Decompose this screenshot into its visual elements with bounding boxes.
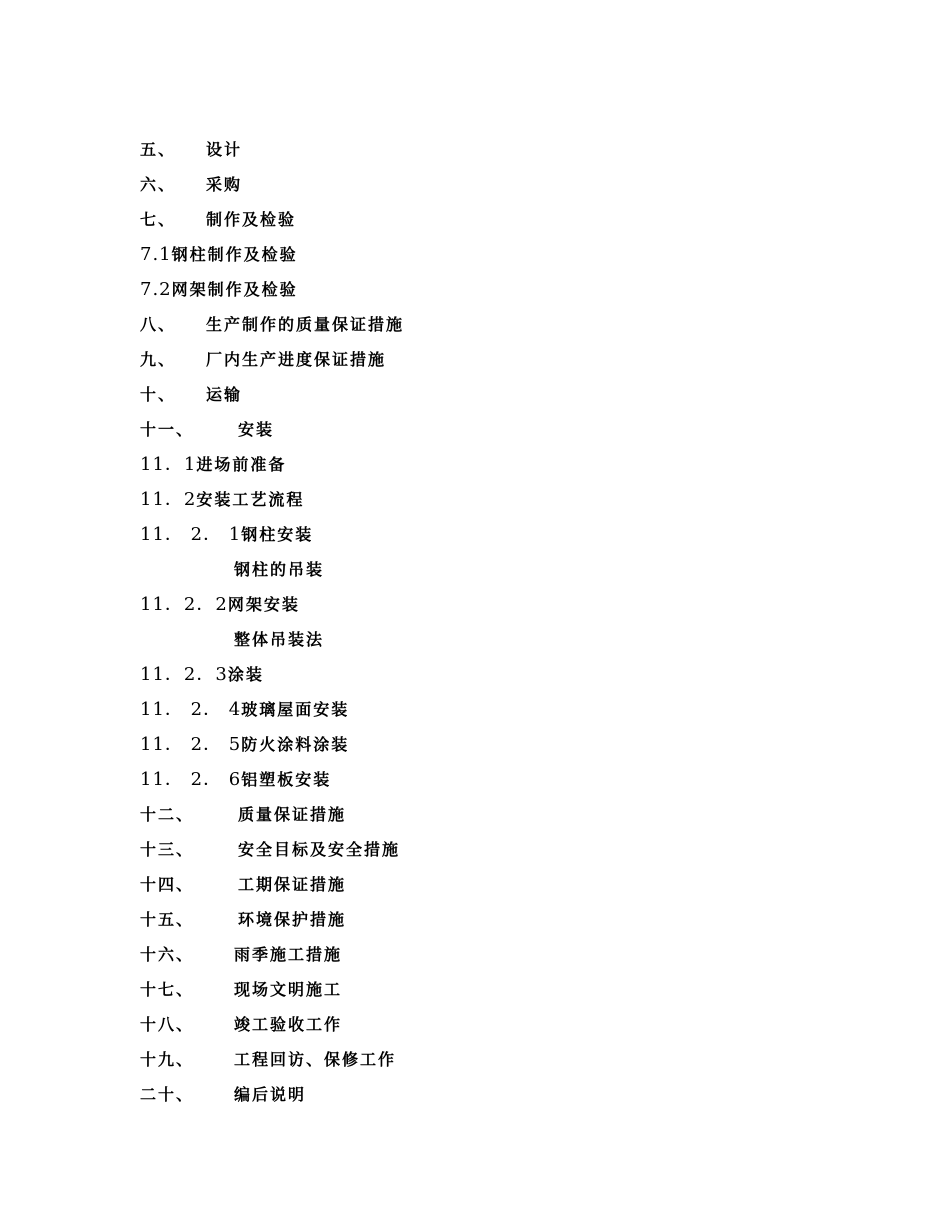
toc-title: 雨季施工措施 [234, 945, 343, 964]
toc-item [140, 208, 840, 243]
toc-subitem [140, 558, 840, 593]
toc-number: 十一、 [140, 420, 195, 439]
toc-number: 十六、 [140, 945, 195, 964]
toc-title: 钢柱制作及检验 [171, 245, 298, 264]
table-of-contents [140, 138, 840, 1118]
toc-number: 十、 [140, 385, 177, 404]
toc-number: 十二、 [140, 805, 195, 824]
toc-item [140, 453, 840, 488]
toc-item [140, 348, 840, 383]
toc-item [140, 523, 840, 558]
toc-item [140, 698, 840, 733]
toc-item [140, 243, 840, 278]
toc-title: 安装工艺流程 [196, 490, 305, 509]
toc-title: 钢柱的吊装 [234, 560, 325, 579]
toc-title: 安全目标及安全措施 [238, 840, 401, 859]
toc-title: 编后说明 [234, 1085, 307, 1104]
toc-item [140, 943, 840, 978]
toc-title: 竣工验收工作 [234, 1015, 343, 1034]
toc-item [140, 768, 840, 803]
toc-subitem [140, 628, 840, 663]
toc-title: 网架安装 [227, 595, 300, 614]
toc-title: 网架制作及检验 [171, 280, 298, 299]
toc-number: 11．1 [140, 454, 197, 475]
toc-title: 生产制作的质量保证措施 [206, 315, 405, 334]
toc-item [140, 593, 840, 628]
toc-number: 十九、 [140, 1050, 195, 1069]
toc-number: 11． 2． 6 [140, 769, 242, 790]
toc-item [140, 978, 840, 1013]
toc-number: 六、 [140, 175, 177, 194]
toc-number: 二十、 [140, 1085, 195, 1104]
toc-number: 八、 [140, 315, 177, 334]
toc-number: 11． 2． 4 [140, 699, 242, 720]
toc-title: 质量保证措施 [238, 805, 347, 824]
toc-number: 7.2 [140, 279, 172, 300]
toc-number: 十五、 [140, 910, 195, 929]
toc-number: 十四、 [140, 875, 195, 894]
toc-number: 十七、 [140, 980, 195, 999]
toc-item [140, 173, 840, 208]
toc-item [140, 838, 840, 873]
toc-item [140, 418, 840, 453]
toc-title: 工程回访、保修工作 [234, 1050, 397, 1069]
toc-title: 采购 [206, 175, 243, 194]
toc-number: 七、 [140, 210, 177, 229]
toc-number: 11． 2． 1 [140, 524, 242, 545]
toc-title: 安装 [238, 420, 275, 439]
toc-item [140, 138, 840, 173]
toc-item [140, 1048, 840, 1083]
toc-item [140, 278, 840, 313]
toc-item [140, 313, 840, 348]
toc-item [140, 733, 840, 768]
toc-title: 钢柱安装 [241, 525, 314, 544]
toc-number: 九、 [140, 350, 177, 369]
toc-number: 11．2 [140, 489, 197, 510]
toc-title: 涂装 [227, 665, 264, 684]
toc-number: 11．2．3 [140, 664, 228, 685]
toc-item [140, 663, 840, 698]
toc-title: 环境保护措施 [238, 910, 347, 929]
toc-title: 防火涂料涂装 [241, 735, 350, 754]
toc-title: 玻璃屋面安装 [241, 700, 350, 719]
toc-title: 制作及检验 [206, 210, 297, 229]
toc-number: 11．2．2 [140, 594, 228, 615]
toc-item [140, 383, 840, 418]
toc-item [140, 908, 840, 943]
toc-title: 现场文明施工 [234, 980, 343, 999]
toc-title: 运输 [206, 385, 243, 404]
toc-title: 整体吊装法 [234, 630, 325, 649]
toc-number: 11． 2． 5 [140, 734, 242, 755]
toc-number: 十三、 [140, 840, 195, 859]
toc-item [140, 1013, 840, 1048]
toc-number: 7.1 [140, 244, 172, 265]
toc-number: 十八、 [140, 1015, 195, 1034]
toc-number: 五、 [140, 140, 177, 159]
toc-title: 工期保证措施 [238, 875, 347, 894]
toc-title: 厂内生产进度保证措施 [206, 350, 387, 369]
toc-item [140, 873, 840, 908]
toc-item [140, 803, 840, 838]
toc-item [140, 1083, 840, 1118]
toc-title: 铝塑板安装 [241, 770, 332, 789]
toc-title: 进场前准备 [196, 455, 287, 474]
toc-item [140, 488, 840, 523]
toc-title: 设计 [206, 140, 243, 159]
